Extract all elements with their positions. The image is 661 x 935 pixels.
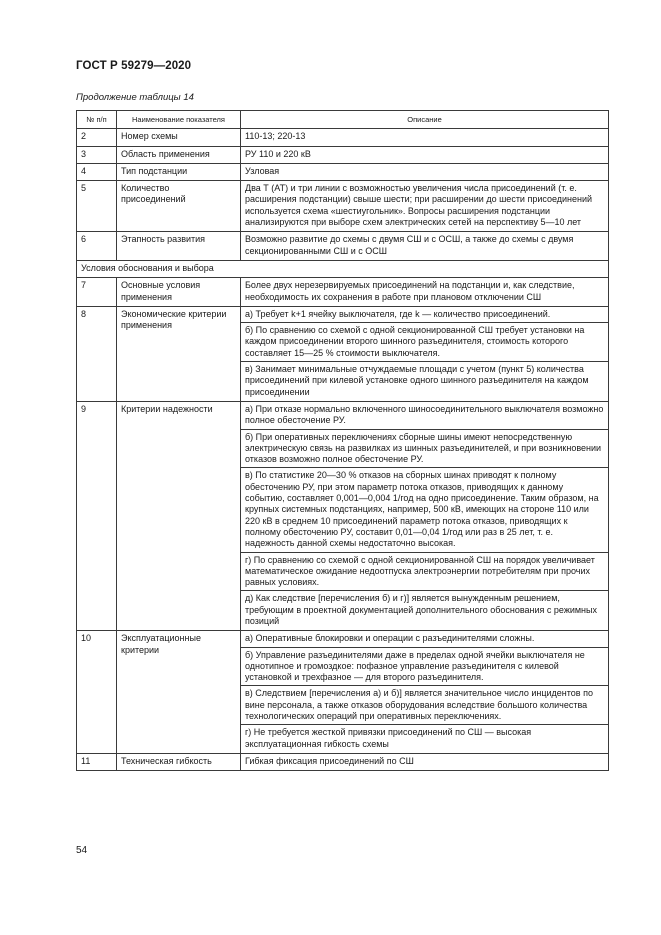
description-paragraph: Два Т (АТ) и три линии с возможностью увеличения числа присоединений (т. е. расширения подстанции) свыше шести; при расширении до шести присоединений используется схема «шестиугольник». Вопросы расширения подстанции анализируются при выборе схем электрических сетей на перспективу 5—10 лет bbox=[245, 183, 593, 228]
indicator-name: Техническая гибкость bbox=[117, 753, 241, 770]
row-number: 3 bbox=[77, 146, 117, 163]
table-row bbox=[77, 181, 609, 232]
indicator-description bbox=[241, 146, 609, 163]
description-paragraph: Гибкая фиксация присоединений по СШ bbox=[245, 755, 414, 766]
table-row bbox=[77, 306, 609, 401]
paragraph-divider bbox=[241, 685, 608, 686]
indicator-description bbox=[241, 129, 609, 146]
indicator-name: Эксплуатационные критерии bbox=[117, 631, 241, 754]
paragraph-divider bbox=[241, 429, 608, 430]
paragraph-divider bbox=[241, 467, 608, 468]
column-header-name: Наименование показателя bbox=[117, 111, 241, 129]
paragraph-divider bbox=[241, 361, 608, 362]
description-paragraph: Более двух нерезервируемых присоединений на подстанции и, как следствие, необходимость их сохранения в работе при плановом отключении СШ bbox=[245, 280, 575, 302]
description-paragraph: г) По сравнению со схемой с одной секционированной СШ на порядок увеличивает математическое ожидание недоотпуска электроэнергии потребителям при прочих равных условиях. bbox=[245, 554, 595, 588]
row-number: 6 bbox=[77, 232, 117, 261]
indicator-description bbox=[241, 631, 609, 754]
row-number: 2 bbox=[77, 129, 117, 146]
indicator-name: Этапность развития bbox=[117, 232, 241, 261]
description-paragraph: 110-13; 220-13 bbox=[245, 131, 306, 142]
table-row bbox=[77, 631, 609, 754]
description-paragraph: а) Оперативные блокировки и операции с разъединителями сложны. bbox=[245, 633, 535, 644]
indicator-description bbox=[241, 163, 609, 180]
row-number: 9 bbox=[77, 401, 117, 630]
row-number: 5 bbox=[77, 181, 117, 232]
table-header-row bbox=[77, 111, 609, 129]
description-paragraph: в) Следствием [перечисления а) и б)] является значительное число инцидентов по вине персонала, а также отказов оборудования вследствие большого количества технологических операций при оперативных переключениях. bbox=[245, 688, 593, 722]
indicator-description bbox=[241, 232, 609, 261]
table-body-main bbox=[77, 129, 609, 261]
description-paragraph: а) Требует k+1 ячейку выключателя, где k — количество присоединений. bbox=[245, 308, 551, 319]
table-row bbox=[77, 401, 609, 630]
indicator-description bbox=[241, 181, 609, 232]
description-paragraph: Возможно развитие до схемы с двумя СШ и с ОСШ, а также до схемы с двумя секционированными СШ и с ОСШ bbox=[245, 234, 574, 256]
indicator-description bbox=[241, 753, 609, 770]
table-row bbox=[77, 278, 609, 307]
table-row bbox=[77, 753, 609, 770]
indicator-name: Номер схемы bbox=[117, 129, 241, 146]
indicator-name: Критерии надежности bbox=[117, 401, 241, 630]
paragraph-divider bbox=[241, 322, 608, 323]
description-paragraph: б) По сравнению со схемой с одной секционированной СШ требует установки на каждом присоединении второго шинного разъединителя, стоимость которого составляет 15—25 % стоимости выключателя. bbox=[245, 325, 585, 358]
description-paragraph: Узловая bbox=[245, 165, 280, 176]
paragraph-divider bbox=[241, 724, 608, 725]
row-number: 10 bbox=[77, 631, 117, 754]
table-row bbox=[77, 146, 609, 163]
indicator-name: Тип подстанции bbox=[117, 163, 241, 180]
column-header-description: Описание bbox=[241, 111, 609, 129]
description-paragraph: РУ 110 и 220 кВ bbox=[245, 148, 311, 159]
paragraph-divider bbox=[241, 552, 608, 553]
table-row bbox=[77, 129, 609, 146]
table-row bbox=[77, 232, 609, 261]
table-caption: Продолжение таблицы 14 bbox=[76, 92, 194, 103]
table-body-conditions bbox=[77, 278, 609, 771]
indicator-name: Основные условия применения bbox=[117, 278, 241, 307]
column-header-number: № п/п bbox=[77, 111, 117, 129]
table-section bbox=[77, 260, 609, 277]
row-number: 11 bbox=[77, 753, 117, 770]
description-paragraph: г) Не требуется жесткой привязки присоединений по СШ — высокая эксплуатационная гибкость схемы bbox=[245, 727, 532, 749]
paragraph-divider bbox=[241, 590, 608, 591]
indicator-description bbox=[241, 401, 609, 630]
row-number: 8 bbox=[77, 306, 117, 401]
page-number: 54 bbox=[76, 845, 88, 856]
description-paragraph: б) При оперативных переключениях сборные шины имеют непосредственную электрическую связь на развилках из шинных разъединителей, и при возникновении отказов возможно полное обесточение РУ. bbox=[245, 431, 602, 465]
row-number: 4 bbox=[77, 163, 117, 180]
indicator-name: Область применения bbox=[117, 146, 241, 163]
indicators-table bbox=[76, 110, 609, 771]
indicator-description bbox=[241, 278, 609, 307]
table-row bbox=[77, 163, 609, 180]
description-paragraph: б) Управление разъединителями даже в пределах одной ячейки выключателя не однотипное и громоздкое: пофазное управление разъединителя с килевой установкой и трехфазное — для второго разъединителя. bbox=[245, 649, 585, 683]
description-paragraph: в) По статистике 20—30 % отказов на сборных шинах приводят к полному обесточению РУ, при этом параметр потока отказов, приводящих к данному событию, составляет 0,001—0,004 1/год на одно присоединение. Таким образом, на крупных системных подстанциях, например, 500 кВ, имеющих на стороне 110 или 220 кВ в среднем 10 присоединений параметр потока отказов, приводящих к полному обесточению РУ, составит 0,01—0,04 1/год или раз в 25 лет, т. е. надежность данной схемы недостаточно высокая. bbox=[245, 470, 599, 549]
indicator-name: Экономические критерии применения bbox=[117, 306, 241, 401]
document-code: ГОСТ Р 59279—2020 bbox=[76, 60, 192, 72]
row-number: 7 bbox=[77, 278, 117, 307]
description-paragraph: а) При отказе нормально включенного шиносоединительного выключателя возможно полное обесточение РУ. bbox=[245, 403, 604, 426]
description-paragraph: в) Занимает минимальные отчуждаемые площади с учетом (пункт 5) количества присоединений при килевой установке одного шинного разъединителя на каждом присоединении bbox=[245, 364, 589, 397]
section-title: Условия обоснования и выбора bbox=[77, 260, 609, 277]
section-row bbox=[77, 260, 609, 277]
indicator-description bbox=[241, 306, 609, 401]
description-paragraph: д) Как следствие [перечисления б) и г)] является вынужденным решением, требующим в проектной документацией дополнительного обоснования с режимных позиций bbox=[245, 593, 597, 626]
indicator-name: Количество присоединений bbox=[117, 181, 241, 232]
paragraph-divider bbox=[241, 647, 608, 648]
